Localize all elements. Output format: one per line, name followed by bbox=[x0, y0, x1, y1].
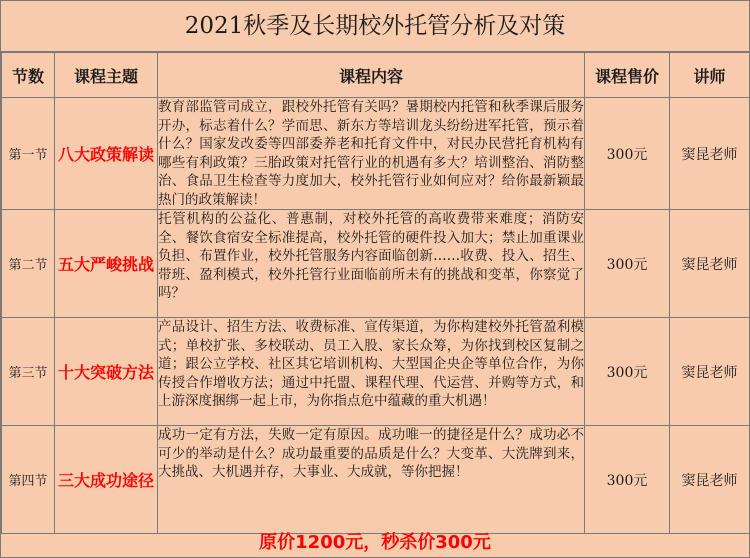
table-row bbox=[2, 210, 750, 318]
topic-cell: 三大成功途径 bbox=[55, 426, 158, 534]
table-row bbox=[2, 98, 750, 210]
topic-cell: 五大严峻挑战 bbox=[55, 210, 158, 318]
promo-price-banner: 原价1200元，秒杀价300元 bbox=[259, 532, 491, 553]
section-cell: 第四节 bbox=[2, 426, 55, 534]
content-cell: 托管机构的公益化、普惠制，对校外托管的高收费带来难度；消防安全、餐饮食宿安全标准提高，校外托管的硬件投入加大；禁止加重课业负担、布置作业，校外托管服务内容面临创新……收费、投入、招生、带班、盈利模式，校外托管行业面临前所未有的挑战和变革，你察觉了吗？ bbox=[158, 210, 585, 318]
section-cell: 第二节 bbox=[2, 210, 55, 318]
header-topic: 课程主题 bbox=[55, 53, 158, 98]
section-cell: 第一节 bbox=[2, 98, 55, 210]
content-cell: 产品设计、招生方法、收费标准、宣传渠道，为你构建校外托管盈利模式；单校扩张、多校联动、员工入股、家长众筹，为你找到校区复制之道；跟公立学校、社区其它培训机构、大型国企央企等单位合作，为你传授合作增收方法；通过中托盟、课程代理、代运营、并购等方式，和上游深度捆绑一起上市，为你指点危中蕴藏的重大机遇！ bbox=[158, 318, 585, 426]
price-cell: 300元 bbox=[585, 210, 670, 318]
table-header-row bbox=[2, 53, 750, 98]
table-row bbox=[2, 426, 750, 534]
teacher-cell: 窦昆老师 bbox=[670, 98, 750, 210]
header-teacher: 讲师 bbox=[670, 53, 750, 98]
price-cell: 300元 bbox=[585, 318, 670, 426]
teacher-cell: 窦昆老师 bbox=[670, 210, 750, 318]
content-cell: 成功一定有方法，失败一定有原因。成功唯一的捷径是什么？成功必不可少的举动是什么？成功最重要的品质是什么？大变革、大洗牌到来，大挑战、大机遇并存，大事业、大成就，等你把握！ bbox=[158, 426, 585, 534]
header-price: 课程售价 bbox=[585, 53, 670, 98]
price-cell: 300元 bbox=[585, 426, 670, 534]
teacher-cell: 窦昆老师 bbox=[670, 318, 750, 426]
page-title: 2021秋季及长期校外托管分析及对策 bbox=[1, 1, 749, 52]
table-row bbox=[2, 318, 750, 426]
header-content: 课程内容 bbox=[158, 53, 585, 98]
section-cell: 第三节 bbox=[2, 318, 55, 426]
content-cell: 教育部监管司成立，跟校外托管有关吗？暑期校内托管和秋季课后服务开办，标志着什么？学而思、新东方等培训龙头纷纷进军托管，预示着什么？国家发改委等四部委养老和托育文件中，对民办民营托育机构有哪些有利政策？三胎政策对托管行业的机遇有多大？培训整治、消防整治、食品卫生检查等力度加大，校外托管行业如何应对？给你最新颖最热门的政策解读！ bbox=[158, 99, 584, 208]
topic-cell: 十大突破方法 bbox=[55, 318, 158, 426]
price-cell: 300元 bbox=[585, 98, 670, 210]
teacher-cell: 窦昆老师 bbox=[670, 426, 750, 534]
course-table bbox=[1, 52, 750, 534]
header-section: 节数 bbox=[2, 53, 55, 98]
topic-cell: 八大政策解读 bbox=[55, 98, 158, 210]
